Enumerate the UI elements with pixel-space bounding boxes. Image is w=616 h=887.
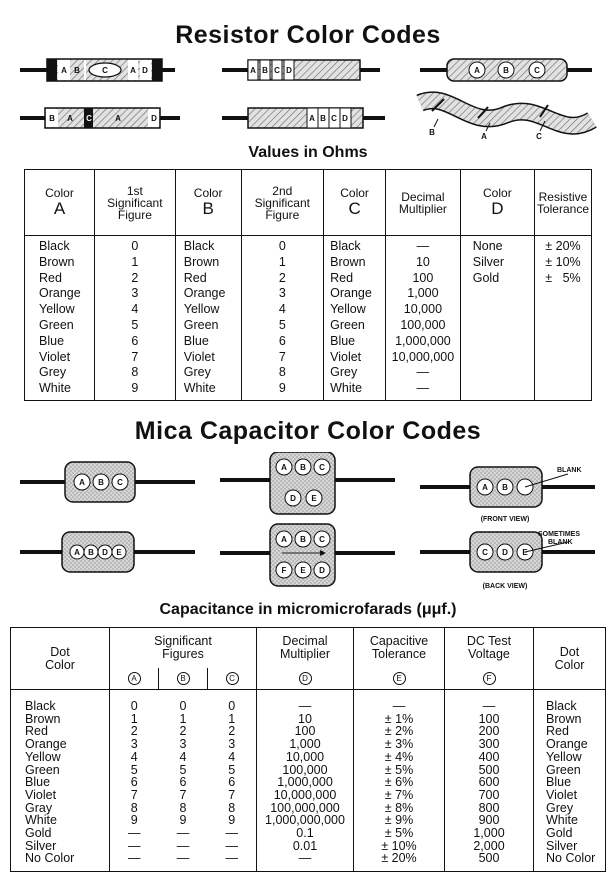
header-multiplier: Decimal Multiplier bbox=[386, 170, 461, 236]
label-d: D bbox=[142, 66, 148, 75]
col-color-d: None Silver Gold bbox=[460, 236, 534, 401]
label-d: D bbox=[286, 66, 292, 75]
header-dot-d: D bbox=[257, 668, 354, 690]
col-multiplier: — 10 100 1,000 10,000 100,000 1,000,000 10,000,000 — — bbox=[386, 236, 461, 401]
mica-diagrams bbox=[0, 452, 616, 602]
label-c: C bbox=[534, 66, 540, 75]
header-mica-multiplier: Decimal Multiplier bbox=[257, 628, 354, 668]
mica-title: Mica Capacitor Color Codes bbox=[134, 417, 482, 445]
label-a: A bbox=[61, 66, 67, 75]
dot-label-a: A bbox=[281, 535, 287, 544]
capacitor-3dot bbox=[20, 462, 195, 502]
resistor-type-2 bbox=[222, 60, 380, 80]
label-a: A bbox=[481, 132, 487, 141]
dot-label-d: D bbox=[102, 548, 108, 557]
label-a: A bbox=[250, 66, 256, 75]
dot-label-a: A bbox=[74, 548, 80, 557]
col-second-figure: 0 1 2 3 4 5 6 7 8 9 bbox=[241, 236, 324, 401]
dot-label-d: D bbox=[319, 566, 325, 575]
dot-label-e: E bbox=[300, 566, 306, 575]
dot-label-c: C bbox=[319, 535, 325, 544]
dot-label-b: B bbox=[98, 478, 104, 487]
col-capacitive-tolerance: — ± 1% ± 2% ± 3% ± 4% ± 5% ± 6% ± 7% ± 8% ± 9% ± 5% ± 10% ± 20% bbox=[354, 690, 445, 872]
header-color-d: Color D bbox=[460, 170, 534, 236]
label-a: A bbox=[67, 114, 73, 123]
col-fig-c: 0 1 2 3 4 5 6 7 8 9 — — — bbox=[225, 699, 238, 866]
header-color-b: Color B bbox=[175, 170, 241, 236]
label-d: D bbox=[151, 114, 157, 123]
header-second-figure: 2nd Significant Figure bbox=[241, 170, 324, 236]
col-fig-b: 0 1 2 3 4 5 6 7 8 9 — — — bbox=[176, 699, 190, 866]
header-dc-test-voltage: DC Test Voltage bbox=[445, 628, 534, 668]
col-dc-test-voltage: — 100 200 300 400 500 600 700 800 900 1,000 2,000 500 bbox=[445, 690, 534, 872]
dot-label-a: A bbox=[281, 463, 287, 472]
label-c: C bbox=[274, 66, 280, 75]
header-tolerance: Resistive Tolerance bbox=[534, 170, 591, 236]
dot-label-f: F bbox=[281, 566, 287, 575]
col-first-figure: 0 1 2 3 4 5 6 7 8 9 bbox=[94, 236, 175, 401]
dot-label-e: E bbox=[311, 494, 317, 503]
col-color-b: Black Brown Red Orange Yellow Green Blue Violet Grey White bbox=[175, 236, 241, 401]
col-color-c: Black Brown Red Orange Yellow Green Blue Violet Grey White bbox=[324, 236, 386, 401]
label-b: B bbox=[262, 66, 268, 75]
dot-label-d: D bbox=[290, 494, 296, 503]
resistor-subtitle: Values in Ohms bbox=[248, 144, 368, 161]
header-first-figure: 1st Significant Figure bbox=[94, 170, 175, 236]
header-dot-c: C bbox=[208, 668, 257, 690]
col-tolerance: ± 20% ± 10% ± 5% bbox=[534, 236, 591, 401]
header-dot-color: Dot Color bbox=[11, 628, 110, 690]
header-dot-f: F bbox=[445, 668, 534, 690]
col-dot-color: Black Brown Red Orange Yellow Green Blue Violet Gray White Gold Silver No Color bbox=[25, 699, 75, 866]
label-a: A bbox=[115, 114, 121, 123]
label-a: A bbox=[309, 114, 315, 123]
header-dot-b: B bbox=[159, 668, 208, 690]
col-mica-multiplier: — 10 100 1,000 10,000 100,000 1,000,000 10,000,000 100,000,000 1,000,000,000 0.1 0.01 — bbox=[257, 690, 354, 872]
dot-label-b: B bbox=[300, 463, 306, 472]
dot-label-c: C bbox=[319, 463, 325, 472]
dot-label-e: E bbox=[522, 548, 528, 557]
label-c: C bbox=[86, 114, 92, 123]
header-color-a: Color A bbox=[25, 170, 95, 236]
back-view-label: (BACK VIEW) bbox=[482, 583, 528, 590]
header-significant-figures: Significant Figures bbox=[110, 628, 257, 668]
dot-label-c: C bbox=[117, 478, 123, 487]
col-fig-a: 0 1 2 3 4 5 6 7 8 9 — — — bbox=[110, 690, 159, 872]
label-a: A bbox=[474, 66, 480, 75]
label-a: A bbox=[130, 66, 136, 75]
dot-label-c: C bbox=[482, 548, 488, 557]
mica-subtitle: Capacitance in micromicrofarads (μμf.) bbox=[159, 601, 457, 618]
dot-label-a: A bbox=[79, 478, 85, 487]
label-d: D bbox=[342, 114, 348, 123]
label-b: B bbox=[320, 114, 326, 123]
dot-label-b: B bbox=[88, 548, 94, 557]
header-dot-e: E bbox=[354, 668, 445, 690]
label-b: B bbox=[429, 128, 435, 137]
label-c: C bbox=[331, 114, 337, 123]
label-b: B bbox=[74, 66, 80, 75]
label-c: C bbox=[102, 66, 108, 75]
label-b: B bbox=[503, 66, 509, 75]
resistor-table bbox=[24, 169, 592, 401]
dot-label-b: B bbox=[300, 535, 306, 544]
resistor-type-1 bbox=[20, 59, 175, 81]
capacitor-6dot bbox=[220, 524, 395, 586]
front-view-label: (FRONT VIEW) bbox=[480, 516, 530, 523]
dot-label-a: A bbox=[482, 483, 488, 492]
capacitor-5dot bbox=[220, 452, 395, 514]
mica-table bbox=[10, 627, 606, 872]
resistor-type-6 bbox=[420, 99, 592, 131]
dot-label-d: D bbox=[502, 548, 508, 557]
header-dot-color-right: Dot Color bbox=[534, 628, 606, 690]
header-dot-a: A bbox=[110, 668, 159, 690]
resistor-title: Resistor Color Codes bbox=[175, 21, 441, 49]
col-color-a: Black Brown Red Orange Yellow Green Blue Violet Grey White bbox=[39, 239, 81, 396]
label-c: C bbox=[536, 132, 542, 141]
col-dot-color-right: Black Brown Red Orange Yellow Green Blue Violet Grey White Gold Silver No Color bbox=[534, 690, 606, 872]
resistor-type-5 bbox=[222, 108, 385, 128]
dot-label-e: E bbox=[116, 548, 122, 557]
header-capacitive-tolerance: Capacitive Tolerance bbox=[354, 628, 445, 668]
label-b: B bbox=[49, 114, 55, 123]
header-color-c: Color C bbox=[324, 170, 386, 236]
dot-label-b: B bbox=[502, 483, 508, 492]
blank-label: BLANK bbox=[557, 467, 582, 474]
sometimes-blank-label: SOMETIMES BLANK bbox=[538, 531, 581, 546]
